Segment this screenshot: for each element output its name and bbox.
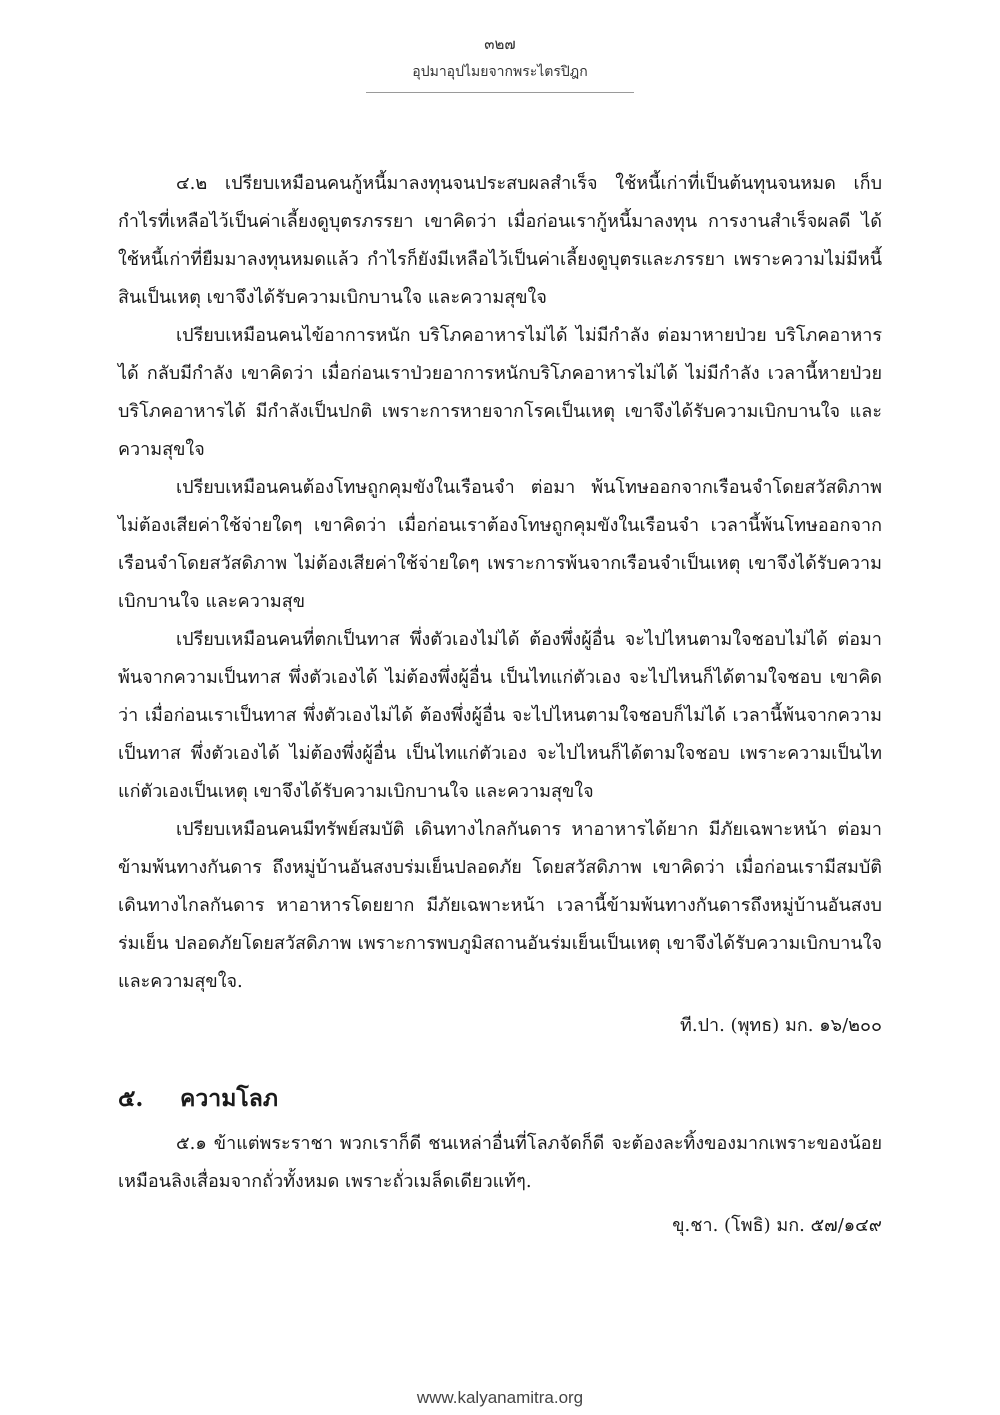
paragraph-5-1: ๕.๑ ข้าแต่พระราชา พวกเราก็ดี ชนเหล่าอื่นที่โลภจัดก็ดี จะต้องละทิ้งของมากเพราะของน้อย เหมือนลิงเสื่อมจากถั่วทั้งหมด เพราะถั่วเมล็ดเดียวแท้ๆ. xyxy=(118,1133,882,1192)
section-heading xyxy=(118,1079,882,1119)
header-divider xyxy=(366,92,634,93)
page-number: ๓๒๗ xyxy=(484,35,516,53)
footer-website: www.kalyanamitra.org xyxy=(416,1388,584,1407)
citation-reference: ที.ปา. (พุทธ) มก. ๑๖/๒๐๐ xyxy=(679,1015,882,1036)
paragraph-prisoner: เปรียบเหมือนคนต้องโทษถูกคุมขังในเรือนจำ ต่อมา พ้นโทษออกจากเรือนจำโดยสวัสดิภาพ ไม่ต้องเสียค่าใช้จ่ายใดๆ เขาคิดว่า เมื่อก่อนเราต้องโทษถูกคุมขังในเรือนจำ เวลานี้พ้นโทษออกจากเรือนจำโดยสวัสดิภาพ ไม่ต้องเสียค่าใช้จ่ายใดๆ เพราะการพ้นจากเรือนจำเป็นเหตุ เขาจึงได้รับความเบิกบานใจ และความสุข xyxy=(118,477,882,612)
page-header xyxy=(0,34,1000,93)
section-number: ๕. xyxy=(118,1085,144,1112)
book-title: อุปมาอุปไมยจากพระไตรปิฎก xyxy=(412,64,588,80)
section-title: ความโลภ xyxy=(180,1085,278,1112)
document-body xyxy=(118,165,882,1245)
paragraph-traveler: เปรียบเหมือนคนมีทรัพย์สมบัติ เดินทางไกลกันดาร หาอาหารได้ยาก มีภัยเฉพาะหน้า ต่อมา ข้ามพ้นทางกันดาร ถึงหมู่บ้านอันสงบร่มเย็นปลอดภัย โดยสวัสดิภาพ เขาคิดว่า เมื่อก่อนเรามีสมบัติ เดินทางไกลกันดาร หาอาหารโดยยาก มีภัยเฉพาะหน้า เวลานี้ข้ามพ้นทางกันดารถึงหมู่บ้านอันสงบร่มเย็น ปลอดภัยโดยสวัสดิภาพ เพราะการพบภูมิสถานอันร่มเย็นเป็นเหตุ เขาจึงได้รับความเบิกบานใจ และความสุขใจ. xyxy=(118,819,882,992)
paragraph-sick-person: เปรียบเหมือนคนไข้อาการหนัก บริโภคอาหารไม่ได้ ไม่มีกำลัง ต่อมาหายป่วย บริโภคอาหารได้ กลับมีกำลัง เขาคิดว่า เมื่อก่อนเราป่วยอาการหนักบริโภคอาหารไม่ได้ ไม่มีกำลัง เวลานี้หายป่วย บริโภคอาหารได้ มีกำลังเป็นปกติ เพราะการหายจากโรคเป็นเหตุ เขาจึงได้รับความเบิกบานใจ และความสุขใจ xyxy=(118,325,882,460)
paragraph-slave: เปรียบเหมือนคนที่ตกเป็นทาส พึ่งตัวเองไม่ได้ ต้องพึ่งผู้อื่น จะไปไหนตามใจชอบไม่ได้ ต่อมา พ้นจากความเป็นทาส พึ่งตัวเองได้ ไม่ต้องพึ่งผู้อื่น เป็นไทแก่ตัวเอง จะไปไหนก็ได้ตามใจชอบ เขาคิดว่า เมื่อก่อนเราเป็นทาส พึ่งตัวเองไม่ได้ ต้องพึ่งผู้อื่น จะไปไหนตามใจชอบก็ไม่ได้ เวลานี้พ้นจากความเป็นทาส พึ่งตัวเองได้ ไม่ต้องพึ่งผู้อื่น เป็นไทแก่ตัวเอง จะไปไหนก็ได้ตามใจชอบ เพราะความเป็นไทแก่ตัวเองเป็นเหตุ เขาจึงได้รับความเบิกบานใจ และความสุขใจ xyxy=(118,629,882,802)
citation-reference: ขุ.ชา. (โพธิ) มก. ๕๗/๑๔๙ xyxy=(672,1215,882,1236)
paragraph-4-2: ๔.๒ เปรียบเหมือนคนกู้หนี้มาลงทุนจนประสบผลสำเร็จ ใช้หนี้เก่าที่เป็นต้นทุนจนหมด เก็บกำไรที่เหลือไว้เป็นค่าเลี้ยงดูบุตรภรรยา เขาคิดว่า เมื่อก่อนเรากู้หนี้มาลงทุน การงานสำเร็จผลดี ได้ใช้หนี้เก่าที่ยืมมาลงทุนหมดแล้ว กำไรก็ยังมีเหลือไว้เป็นค่าเลี้ยงดูบุตรและภรรยา เพราะความไม่มีหนี้สินเป็นเหตุ เขาจึงได้รับความเบิกบานใจ และความสุขใจ xyxy=(118,173,882,308)
